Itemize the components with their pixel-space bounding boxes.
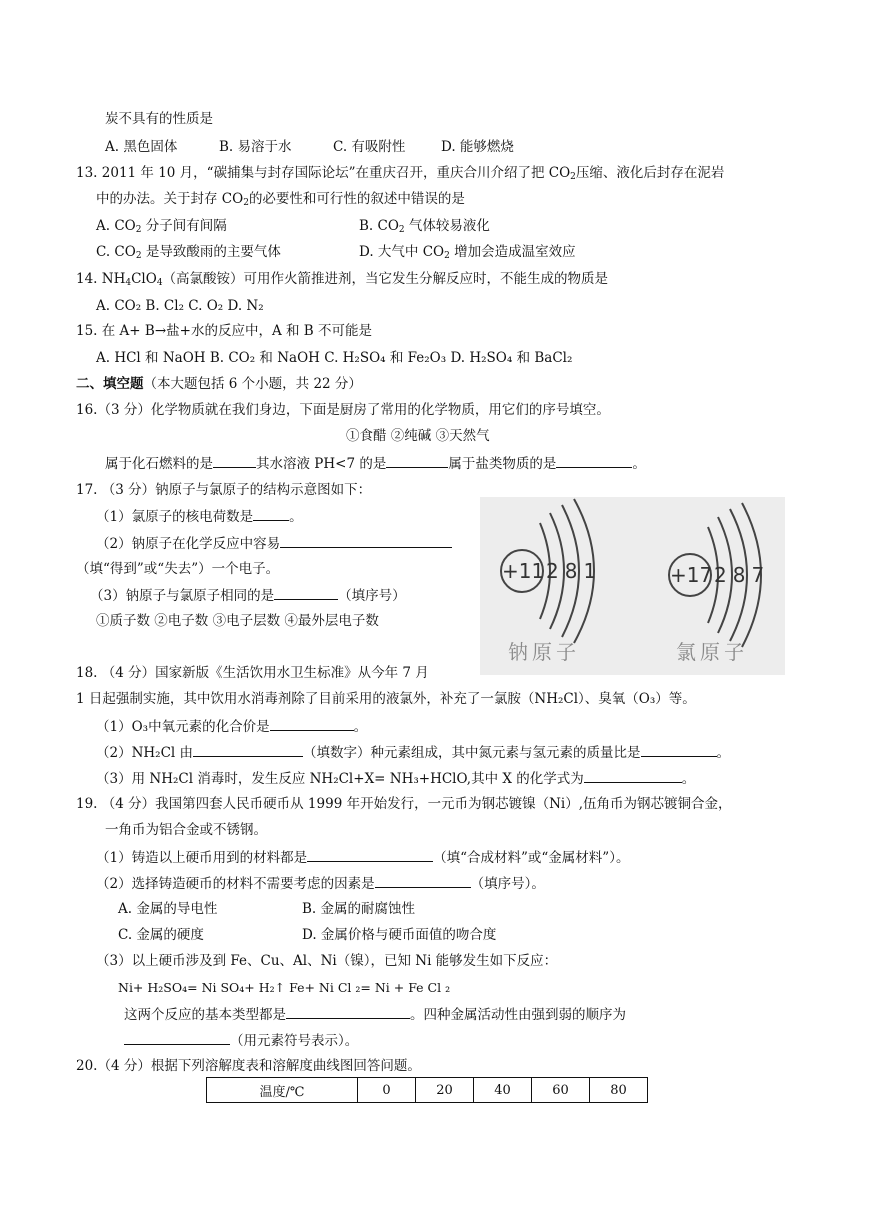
solubility-table [206, 1077, 648, 1103]
q18-line2: 1 日起强制实施，其中饮用水消毒剂除了目前采用的液氯外，补充了一氯胺（NH₂Cl）、臭氧（O₃）等。 [76, 691, 696, 707]
q15-question: 15. 在 A+ B→盐+水的反应中，A 和 B 不可能是 [76, 323, 372, 339]
q12-option-d: D. 能够燃烧 [441, 139, 514, 155]
q13-line1: 13. 2011 年 10 月，“碳捕集与封存国际论坛”在重庆召开，重庆合川介绍了把 $CO_2$压缩、液化后封存在泥岩 [76, 165, 725, 182]
q19-sub1: （1）铸造以上硬币用到的材料都是 （填“合成材料”或“金属材料”）。 [96, 847, 629, 868]
sodium-label: 钠原子 [508, 640, 580, 664]
q18-sub3: （3）用 NH₂Cl 消毒时，发生反应 NH₂Cl+X= NH₃+HClO,其中 X 的化学式为 。 [96, 768, 695, 789]
q17-options: ①质子数 ②电子数 ③电子层数 ④最外层电子数 [96, 613, 379, 629]
q19-option-d: D. 金属价格与硬币面值的吻合度 [302, 927, 497, 943]
q19-sub3: （3）以上硬币涉及到 Fe、Cu、Al、Ni（镍），已知 Ni 能够发生如下反应： [96, 953, 558, 969]
q19-option-c: C. 金属的硬度 [118, 927, 204, 943]
q17-sub1: （1）氯原子的核电荷数是 。 [96, 506, 303, 527]
table-header-cell: 温度/℃ [207, 1078, 358, 1103]
sodium-core-text: +11 [502, 559, 545, 583]
table-cell: 60 [532, 1078, 590, 1103]
q19-line2: 一角币为铝合金或不锈钢。 [105, 822, 267, 838]
answer-blank[interactable] [584, 768, 682, 783]
q13-line2: 中的办法。关于封存 $CO_2$的必要性和可行性的叙述中错误的是 [96, 191, 465, 208]
answer-blank[interactable] [270, 716, 354, 731]
q15-options: A. HCl 和 NaOH B. CO₂ 和 NaOH C. H₂SO₄ 和 Fe₂O₃ D. H₂SO₄ 和 BaCl₂ [96, 350, 573, 366]
q13-option-b: B. $CO_2$ 气体较易液化 [359, 218, 490, 235]
answer-blank[interactable] [375, 873, 471, 888]
chlorine-core-text: +17 [670, 563, 713, 587]
q14-options: A. CO₂ B. Cl₂ C. O₂ D. N₂ [96, 298, 264, 314]
q12-text: 炭不具有的性质是 [105, 111, 213, 127]
q13-option-d: D. 大气中 $CO_2$ 增加会造成温室效应 [359, 244, 576, 261]
q18-sub2: （2）NH₂Cl 由 （填数字）种元素组成，其中氮元素与氢元素的质量比是 。 [96, 742, 730, 763]
q18-line1: 18. （4 分）国家新版《生活饮用水卫生标准》从今年 7 月 [76, 665, 429, 681]
chlorine-shell-electrons: 287 [714, 563, 771, 587]
answer-blank[interactable] [124, 1030, 230, 1045]
answer-blank[interactable] [641, 742, 717, 757]
q19-option-a: A. 金属的导电性 [118, 901, 218, 917]
q17-sub3: （3）钠原子与氯原子相同的是 （填序号） [90, 585, 406, 606]
q19-sub2: （2）选择铸造硬币的材料不需要考虑的因素是 （填序号）。 [96, 873, 545, 894]
q16-items: ①食醋 ②纯碱 ③天然气 [346, 428, 490, 444]
q19-sub5: （用元素符号表示）。 [124, 1030, 358, 1051]
answer-blank[interactable] [274, 585, 338, 600]
section-heading: 二、填空题（本大题包括 6 个小题，共 22 分） [76, 376, 362, 392]
q17-sub2: （2）钠原子在化学反应中容易 [96, 533, 452, 554]
answer-blank[interactable] [307, 847, 433, 862]
q12-option-a: A. 黑色固体 [105, 139, 178, 155]
q16-blanks: 属于化石燃料的是 其水溶液 PH<7 的是 属于盐类物质的是 。 [105, 453, 646, 474]
q19-line1: 19. （4 分）我国第四套人民币硬币从 1999 年开始发行，一元币为钢芯镀镍（Ni）,伍角币为钢芯镀铜合金， [76, 796, 732, 812]
table-cell: 0 [358, 1078, 416, 1103]
sodium-shell-electrons: 281 [546, 559, 603, 583]
q18-sub1: （1）O₃中氧元素的化合价是 。 [96, 716, 367, 737]
q16-question: 16.（3 分）化学物质就在我们身边，下面是厨房了常用的化学物质，用它们的序号填空。 [76, 402, 610, 418]
table-cell: 40 [474, 1078, 532, 1103]
chlorine-label: 氯原子 [676, 640, 748, 664]
q13-option-c: C. $CO_2$ 是导致酸雨的主要气体 [96, 244, 281, 261]
q13-option-a: A. $CO_2$ 分子间有间隔 [96, 218, 227, 235]
table-row [207, 1078, 648, 1103]
q19-option-b: B. 金属的耐腐蚀性 [302, 901, 416, 917]
q17-question: 17. （3 分）钠原子与氯原子的结构示意图如下： [76, 482, 372, 498]
table-cell: 80 [590, 1078, 648, 1103]
answer-blank[interactable] [193, 742, 303, 757]
answer-blank[interactable] [286, 1004, 410, 1019]
answer-blank[interactable] [386, 453, 448, 468]
q19-equations: Ni+ H₂SO₄= Ni SO₄+ H₂↑ Fe+ Ni Cl ₂= Ni + Fe Cl ₂ [118, 980, 451, 995]
answer-blank[interactable] [213, 453, 256, 468]
table-cell: 20 [416, 1078, 474, 1103]
answer-blank[interactable] [253, 506, 289, 521]
q12-option-b: B. 易溶于水 [219, 139, 292, 155]
q20-question: 20.（4 分）根据下列溶解度表和溶解度曲线图回答问题。 [76, 1058, 421, 1074]
q12-option-c: C. 有吸附性 [333, 139, 406, 155]
atom-structure-figure [480, 497, 785, 675]
answer-blank[interactable] [556, 453, 632, 468]
q19-sub4: 这两个反应的基本类型都是 。四种金属活动性由强到弱的顺序为 [124, 1004, 626, 1025]
answer-blank[interactable] [280, 533, 452, 548]
q14-question: 14. $NH_4ClO_4$（高氯酸铵）可用作火箭推进剂，当它发生分解反应时，不能生成的物质是 [76, 271, 609, 288]
atom-diagram-svg [480, 497, 785, 675]
q17-sub2-note: （填“得到”或“失去”）一个电子。 [76, 561, 280, 577]
